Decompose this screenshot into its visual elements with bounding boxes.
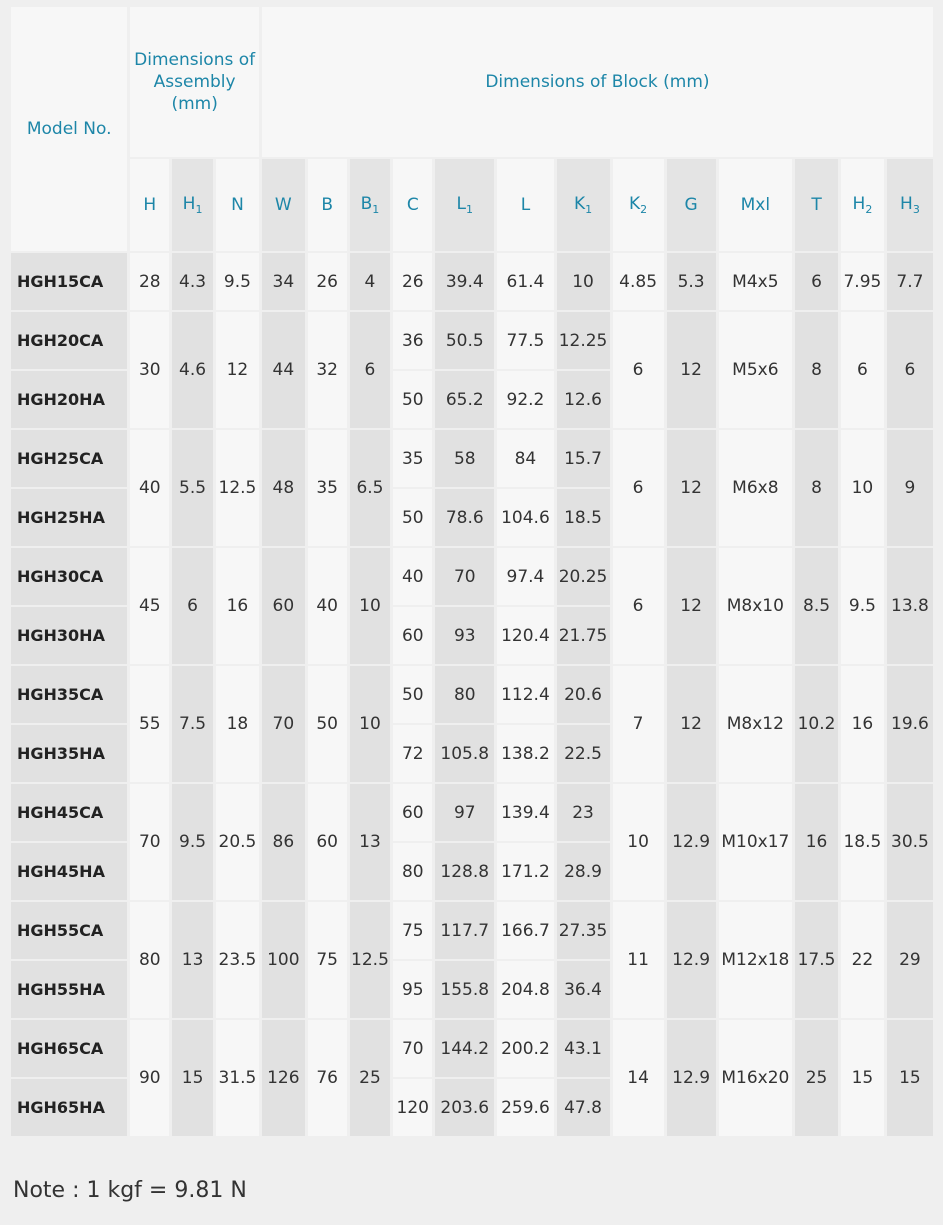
model-number-cell: HGH55CA xyxy=(11,902,127,959)
column-header xyxy=(130,159,169,251)
column-header-subscript: 2 xyxy=(865,203,873,216)
value-cell: 28 xyxy=(130,253,169,310)
value-cell: 16 xyxy=(795,784,838,900)
value-cell: 95 xyxy=(393,961,432,1018)
value-cell: 34 xyxy=(262,253,305,310)
column-header xyxy=(795,159,838,251)
value-cell: 47.8 xyxy=(557,1079,610,1136)
value-cell: 40 xyxy=(308,548,347,664)
value-cell: 9.5 xyxy=(841,548,884,664)
value-cell: 7.5 xyxy=(172,666,213,782)
value-cell: 70 xyxy=(262,666,305,782)
value-cell: 19.6 xyxy=(887,666,933,782)
value-cell: 6 xyxy=(613,312,664,428)
value-cell: 6 xyxy=(795,253,838,310)
value-cell: 28.9 xyxy=(557,843,610,900)
value-cell: 4.85 xyxy=(613,253,664,310)
value-cell: 13.8 xyxy=(887,548,933,664)
value-cell: 92.2 xyxy=(497,371,553,428)
value-cell: 6 xyxy=(887,312,933,428)
model-number-cell: HGH20CA xyxy=(11,312,127,369)
column-header-symbol: Mxl xyxy=(740,195,771,215)
column-header-symbol: W xyxy=(274,195,292,215)
value-cell: 4 xyxy=(350,253,391,310)
model-number-cell: HGH65HA xyxy=(11,1079,127,1136)
value-cell: 20.5 xyxy=(216,784,259,900)
value-cell: 50 xyxy=(393,489,432,546)
value-cell: 72 xyxy=(393,725,432,782)
table-row xyxy=(11,784,933,841)
value-cell: 58 xyxy=(435,430,494,487)
column-header xyxy=(613,159,664,251)
table-body xyxy=(11,253,933,1136)
value-cell: 12 xyxy=(216,312,259,428)
value-cell: 40 xyxy=(393,548,432,605)
value-cell: M8x12 xyxy=(719,666,793,782)
value-cell: 25 xyxy=(795,1020,838,1136)
column-header-subscript: 1 xyxy=(466,203,473,216)
column-header-symbol: H xyxy=(852,194,866,214)
value-cell: 10 xyxy=(350,666,391,782)
value-cell: 7.95 xyxy=(841,253,884,310)
value-cell: 26 xyxy=(393,253,432,310)
value-cell: 4.3 xyxy=(172,253,213,310)
value-cell: 6 xyxy=(350,312,391,428)
column-header xyxy=(719,159,793,251)
value-cell: 78.6 xyxy=(435,489,494,546)
value-cell: 44 xyxy=(262,312,305,428)
column-header-subscript: 1 xyxy=(585,203,593,216)
value-cell: 77.5 xyxy=(497,312,553,369)
value-cell: 4.6 xyxy=(172,312,213,428)
value-cell: 70 xyxy=(435,548,494,605)
value-cell: 7 xyxy=(613,666,664,782)
value-cell: 25 xyxy=(350,1020,391,1136)
value-cell: 12.9 xyxy=(667,1020,716,1136)
value-cell: 6 xyxy=(841,312,884,428)
column-header-symbol: K xyxy=(573,194,586,214)
value-cell: 21.75 xyxy=(557,607,610,664)
value-cell: 200.2 xyxy=(497,1020,553,1077)
column-header xyxy=(393,159,432,251)
column-header-symbol: H xyxy=(900,194,913,214)
column-header xyxy=(262,159,305,251)
value-cell: 50.5 xyxy=(435,312,494,369)
value-cell: 16 xyxy=(216,548,259,664)
value-cell: 12.5 xyxy=(216,430,259,546)
value-cell: 65.2 xyxy=(435,371,494,428)
table-row xyxy=(11,666,933,723)
value-cell: 155.8 xyxy=(435,961,494,1018)
value-cell: 60 xyxy=(393,784,432,841)
value-cell: 204.8 xyxy=(497,961,553,1018)
value-cell: 23 xyxy=(557,784,610,841)
value-cell: 128.8 xyxy=(435,843,494,900)
column-header-row xyxy=(11,159,933,251)
column-header-symbol: K xyxy=(629,194,641,214)
value-cell: 55 xyxy=(130,666,169,782)
value-cell: 90 xyxy=(130,1020,169,1136)
table-row xyxy=(11,430,933,487)
value-cell: 86 xyxy=(262,784,305,900)
value-cell: 39.4 xyxy=(435,253,494,310)
model-number-cell: HGH20HA xyxy=(11,371,127,428)
column-header-subscript: 3 xyxy=(912,203,920,216)
value-cell: 6 xyxy=(613,548,664,664)
value-cell: 13 xyxy=(172,902,213,1018)
column-header-symbol: H xyxy=(182,194,196,214)
value-cell: 97.4 xyxy=(497,548,553,605)
value-cell: 75 xyxy=(393,902,432,959)
column-header-symbol: G xyxy=(684,195,698,215)
value-cell: 112.4 xyxy=(497,666,553,723)
column-header xyxy=(887,159,933,251)
value-cell: 259.6 xyxy=(497,1079,553,1136)
column-header-subscript: 1 xyxy=(195,203,203,216)
value-cell: 60 xyxy=(308,784,347,900)
model-number-cell: HGH45HA xyxy=(11,843,127,900)
dimensions-table xyxy=(8,5,936,1138)
value-cell: 18.5 xyxy=(841,784,884,900)
value-cell: 14 xyxy=(613,1020,664,1136)
unit-note: Note : 1 kgf = 9.81 N xyxy=(13,1178,247,1203)
value-cell: 5.5 xyxy=(172,430,213,546)
value-cell: 35 xyxy=(393,430,432,487)
model-number-cell: HGH25HA xyxy=(11,489,127,546)
value-cell: 23.5 xyxy=(216,902,259,1018)
value-cell: 10 xyxy=(613,784,664,900)
table-row xyxy=(11,312,933,369)
value-cell: 11 xyxy=(613,902,664,1018)
value-cell: 26 xyxy=(308,253,347,310)
value-cell: 76 xyxy=(308,1020,347,1136)
model-number-cell: HGH30CA xyxy=(11,548,127,605)
column-header-subscript: 1 xyxy=(372,203,380,216)
value-cell: 93 xyxy=(435,607,494,664)
model-no-header: Model No. xyxy=(11,7,127,251)
value-cell: 70 xyxy=(130,784,169,900)
column-header xyxy=(841,159,884,251)
value-cell: 144.2 xyxy=(435,1020,494,1077)
value-cell: 18 xyxy=(216,666,259,782)
value-cell: 70 xyxy=(393,1020,432,1077)
value-cell: 36 xyxy=(393,312,432,369)
value-cell: 12 xyxy=(667,548,716,664)
column-header xyxy=(435,159,494,251)
value-cell: 138.2 xyxy=(497,725,553,782)
value-cell: 9.5 xyxy=(216,253,259,310)
value-cell: 75 xyxy=(308,902,347,1018)
value-cell: 12.9 xyxy=(667,902,716,1018)
value-cell: 9.5 xyxy=(172,784,213,900)
column-header xyxy=(216,159,259,251)
table-row xyxy=(11,902,933,959)
value-cell: 50 xyxy=(308,666,347,782)
block-dimensions-header: Dimensions of Block (mm) xyxy=(262,7,933,157)
value-cell: 171.2 xyxy=(497,843,553,900)
table-row xyxy=(11,548,933,605)
value-cell: 139.4 xyxy=(497,784,553,841)
column-header-symbol: L xyxy=(520,195,531,215)
value-cell: 48 xyxy=(262,430,305,546)
value-cell: 50 xyxy=(393,666,432,723)
value-cell: 97 xyxy=(435,784,494,841)
value-cell: 117.7 xyxy=(435,902,494,959)
value-cell: 100 xyxy=(262,902,305,1018)
value-cell: 13 xyxy=(350,784,391,900)
value-cell: 10 xyxy=(557,253,610,310)
column-header xyxy=(350,159,391,251)
value-cell: M5x6 xyxy=(719,312,793,428)
model-number-cell: HGH35CA xyxy=(11,666,127,723)
model-number-cell: HGH45CA xyxy=(11,784,127,841)
column-header xyxy=(667,159,716,251)
value-cell: 15 xyxy=(172,1020,213,1136)
value-cell: 30.5 xyxy=(887,784,933,900)
value-cell: 12 xyxy=(667,666,716,782)
column-header-symbol: L xyxy=(456,194,466,214)
value-cell: 61.4 xyxy=(497,253,553,310)
value-cell: 12.6 xyxy=(557,371,610,428)
value-cell: 84 xyxy=(497,430,553,487)
value-cell: 30 xyxy=(130,312,169,428)
value-cell: 50 xyxy=(393,371,432,428)
value-cell: 120 xyxy=(393,1079,432,1136)
value-cell: 27.35 xyxy=(557,902,610,959)
value-cell: 126 xyxy=(262,1020,305,1136)
value-cell: 105.8 xyxy=(435,725,494,782)
value-cell: 12.5 xyxy=(350,902,391,1018)
column-header-symbol: C xyxy=(406,195,419,215)
value-cell: 10.2 xyxy=(795,666,838,782)
value-cell: 166.7 xyxy=(497,902,553,959)
value-cell: 15.7 xyxy=(557,430,610,487)
value-cell: 20.6 xyxy=(557,666,610,723)
column-header-symbol: T xyxy=(811,195,822,215)
value-cell: 29 xyxy=(887,902,933,1018)
table-row xyxy=(11,1020,933,1077)
column-header xyxy=(557,159,610,251)
value-cell: 60 xyxy=(393,607,432,664)
value-cell: M12x18 xyxy=(719,902,793,1018)
value-cell: 5.3 xyxy=(667,253,716,310)
value-cell: 12 xyxy=(667,430,716,546)
table-row xyxy=(11,253,933,310)
value-cell: M4x5 xyxy=(719,253,793,310)
value-cell: 10 xyxy=(841,430,884,546)
value-cell: 6 xyxy=(172,548,213,664)
value-cell: 15 xyxy=(841,1020,884,1136)
value-cell: 80 xyxy=(393,843,432,900)
value-cell: M8x10 xyxy=(719,548,793,664)
column-header xyxy=(172,159,213,251)
column-header-symbol: H xyxy=(143,195,157,215)
value-cell: 43.1 xyxy=(557,1020,610,1077)
value-cell: 80 xyxy=(130,902,169,1018)
value-cell: 17.5 xyxy=(795,902,838,1018)
column-header xyxy=(497,159,553,251)
value-cell: 60 xyxy=(262,548,305,664)
assembly-dimensions-header: Dimensions of Assembly (mm) xyxy=(130,7,259,157)
value-cell: 203.6 xyxy=(435,1079,494,1136)
model-number-cell: HGH55HA xyxy=(11,961,127,1018)
value-cell: 6.5 xyxy=(350,430,391,546)
value-cell: 9 xyxy=(887,430,933,546)
value-cell: 120.4 xyxy=(497,607,553,664)
value-cell: 80 xyxy=(435,666,494,723)
model-number-cell: HGH15CA xyxy=(11,253,127,310)
value-cell: 31.5 xyxy=(216,1020,259,1136)
value-cell: 36.4 xyxy=(557,961,610,1018)
column-header-subscript: 2 xyxy=(640,203,648,216)
value-cell: 35 xyxy=(308,430,347,546)
column-header-symbol: N xyxy=(231,195,244,215)
value-cell: 12.9 xyxy=(667,784,716,900)
value-cell: M6x8 xyxy=(719,430,793,546)
value-cell: M10x17 xyxy=(719,784,793,900)
value-cell: 12 xyxy=(667,312,716,428)
value-cell: 8 xyxy=(795,430,838,546)
value-cell: 16 xyxy=(841,666,884,782)
value-cell: 22.5 xyxy=(557,725,610,782)
value-cell: 22 xyxy=(841,902,884,1018)
model-number-cell: HGH65CA xyxy=(11,1020,127,1077)
value-cell: 10 xyxy=(350,548,391,664)
value-cell: 32 xyxy=(308,312,347,428)
model-number-cell: HGH35HA xyxy=(11,725,127,782)
column-header-symbol: B xyxy=(360,194,373,214)
value-cell: 6 xyxy=(613,430,664,546)
value-cell: 12.25 xyxy=(557,312,610,369)
model-number-cell: HGH25CA xyxy=(11,430,127,487)
value-cell: 7.7 xyxy=(887,253,933,310)
value-cell: 40 xyxy=(130,430,169,546)
column-header-symbol: B xyxy=(321,195,333,215)
value-cell: 8 xyxy=(795,312,838,428)
value-cell: 45 xyxy=(130,548,169,664)
value-cell: 104.6 xyxy=(497,489,553,546)
value-cell: 15 xyxy=(887,1020,933,1136)
value-cell: 20.25 xyxy=(557,548,610,605)
model-number-cell: HGH30HA xyxy=(11,607,127,664)
value-cell: 8.5 xyxy=(795,548,838,664)
column-header xyxy=(308,159,347,251)
value-cell: M16x20 xyxy=(719,1020,793,1136)
value-cell: 18.5 xyxy=(557,489,610,546)
